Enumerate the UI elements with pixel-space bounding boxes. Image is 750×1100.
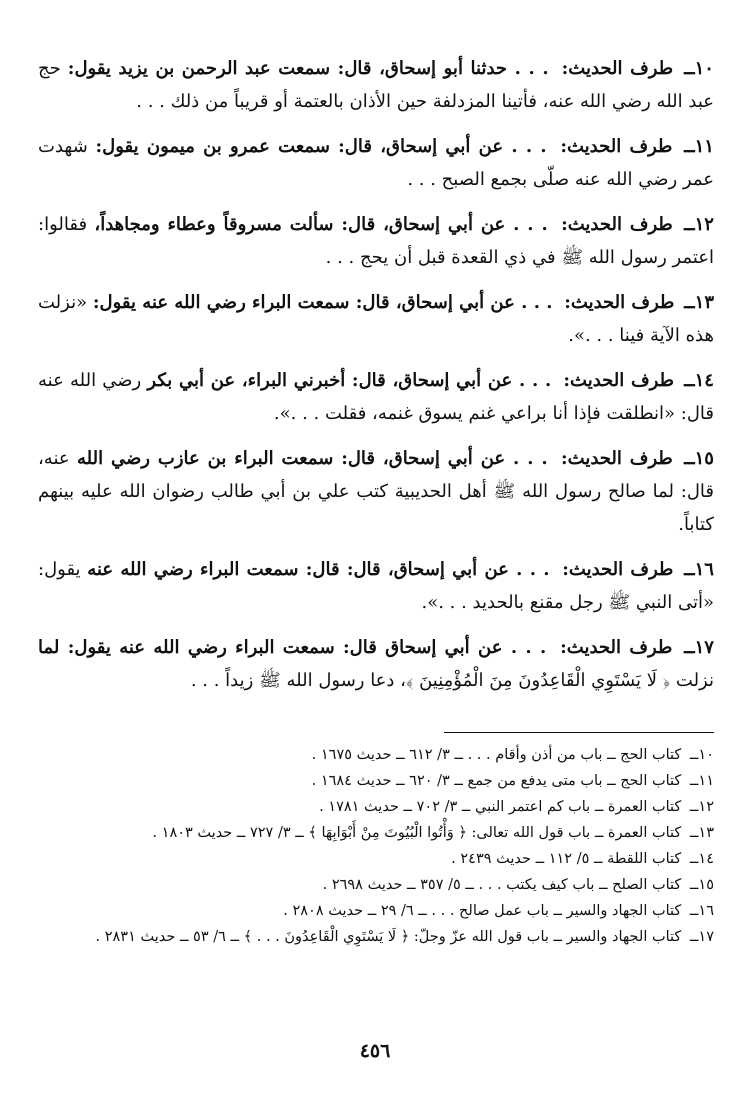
hadith-entry-17 — [38, 631, 714, 697]
entry-text: «نزلت هذه الآية فينا . . .». — [38, 292, 714, 346]
footnote-15 — [40, 872, 714, 898]
entry-text: حج عبد الله رضي الله عنه، فأتينا المزدلفة حين الأذان بالعتمة أو قريباً من ذلك . . . — [38, 58, 714, 112]
footnote-number: ١٣ــ — [689, 825, 714, 841]
footnote-11 — [40, 768, 714, 794]
entry-label: طرف الحديث: — [564, 292, 675, 313]
entry-number: ١٦ــ — [684, 559, 714, 580]
footnote-number: ١٠ــ — [689, 747, 714, 763]
footnote-12 — [40, 794, 714, 820]
entry-text: فقالوا: اعتمر رسول الله ﷺ في ذي القعدة قبل أن يحج . . . — [38, 214, 714, 268]
entry-isnad: . . . عن أبي إسحاق قال: سمعت البراء رضي الله عنه يقول: لما — [38, 637, 547, 658]
footnotes — [40, 742, 714, 950]
entry-isnad: . . . عن أبي إسحاق، قال: سمعت البراء رضي الله عنه يقول: — [92, 292, 553, 313]
footnote-number: ١٥ــ — [689, 877, 714, 893]
footnote-number: ١٢ــ — [689, 799, 714, 815]
hadith-entries — [38, 52, 714, 709]
entry-text: عنه، قال: لما صالح رسول الله ﷺ أهل الحديبية كتب علي بن أبي طالب رضوان الله عليه بينهم كتاباً. — [38, 448, 714, 535]
entry-label: طرف الحديث: — [561, 58, 674, 79]
hadith-entry-11 — [38, 130, 714, 196]
footnote-text: كتاب اللقطة ــ ٥/ ١١٢ ــ حديث ٢٤٣٩ . — [451, 851, 682, 867]
footnote-text: كتاب العمرة ــ باب قول الله تعالى: ﴿ وَأْتُوا الْبُيُوتَ مِنْ أَبْوَابِهَا ﴾ ــ ٣/ ٧٢٧ ــ حديث ١٨٠٣ . — [152, 825, 682, 841]
entry-number: ١٢ــ — [684, 214, 714, 235]
entry-label: طرف الحديث: — [560, 637, 673, 658]
entry-number: ١٣ــ — [684, 292, 714, 313]
entry-label: طرف الحديث: — [563, 370, 674, 391]
footnote-number: ١٤ــ — [689, 851, 714, 867]
entry-isnad: . . . عن أبي إسحاق، قال: أخبرني البراء، عن أبي بكر — [147, 370, 552, 391]
entry-text: نزلت ﴿ لَا يَسْتَوِي الْقَاعِدُونَ مِنَ الْمُؤْمِنِينَ ﴾، دعا رسول الله ﷺ زيداً . . . — [190, 670, 714, 691]
entry-isnad: . . . حدثنا أبو إسحاق، قال: سمعت عبد الرحمن بن يزيد يقول: — [67, 58, 549, 79]
footnote-text: كتاب الحج ــ باب من أذن وأقام . . . ــ ٣/ ٦١٢ ــ حديث ١٦٧٥ . — [311, 747, 682, 763]
entry-number: ١٠ــ — [684, 58, 714, 79]
entry-number: ١٥ــ — [684, 448, 714, 469]
entry-isnad: . . . عن أبي إسحاق، قال: سألت مسروقاً وعطاء ومجاهداً، — [94, 214, 548, 235]
hadith-entry-16 — [38, 553, 714, 619]
entry-isnad: . . . عن أبي إسحاق، قال: سمعت عمرو بن ميمون يقول: — [95, 136, 547, 157]
footnote-10 — [40, 742, 714, 768]
footnote-number: ١١ــ — [689, 773, 714, 789]
hadith-entry-12 — [38, 208, 714, 274]
footnote-number: ١٧ــ — [689, 929, 714, 945]
entry-text: شهدت عمر رضي الله عنه صلّى بجمع الصبح . . . — [38, 136, 714, 190]
footnote-17 — [40, 924, 714, 950]
footnote-text: كتاب الجهاد والسير ــ باب عمل صالح . . . ــ ٦/ ٢٩ ــ حديث ٢٨٠٨ . — [283, 903, 682, 919]
entry-label: طرف الحديث: — [561, 448, 673, 469]
entry-number: ١١ــ — [684, 136, 714, 157]
hadith-entry-14 — [38, 364, 714, 430]
footnote-number: ١٦ــ — [689, 903, 714, 919]
hadith-entry-15 — [38, 442, 714, 541]
entry-text: يقول: «أتى النبي ﷺ رجل مقنع بالحديد . . .». — [38, 559, 714, 613]
footnote-16 — [40, 898, 714, 924]
footnote-14 — [40, 846, 714, 872]
entry-label: طرف الحديث: — [561, 214, 673, 235]
footnote-separator — [444, 732, 714, 733]
entry-number: ١٧ــ — [684, 637, 714, 658]
entry-isnad: . . . عن أبي إسحاق، قال: سمعت البراء بن عازب رضي الله — [77, 448, 548, 469]
footnote-text: كتاب الجهاد والسير ــ باب قول الله عزّ وجلّ: ﴿ لَا يَسْتَوِي الْقَاعِدُونَ . . . ﴾ ــ ٦/ ٥٣ ــ حديث ٢٨٣١ . — [95, 929, 682, 945]
footnote-13 — [40, 820, 714, 846]
entry-text: رضي الله عنه قال: «انطلقت فإذا أنا براعي غنم يسوق غنمه، فقلت . . .». — [38, 370, 714, 424]
footnote-text: كتاب العمرة ــ باب كم اعتمر النبي ــ ٣/ ٧٠٢ ــ حديث ١٧٨١ . — [319, 799, 682, 815]
entry-number: ١٤ــ — [684, 370, 714, 391]
footnote-text: كتاب الصلح ــ باب كيف يكتب . . . ــ ٥/ ٣٥٧ ــ حديث ٢٦٩٨ . — [322, 877, 682, 893]
page-number: ٤٥٦ — [359, 1040, 391, 1062]
hadith-entry-13 — [38, 286, 714, 352]
footnote-text: كتاب الحج ــ باب متى يدفع من جمع ــ ٣/ ٦٢٠ ــ حديث ١٦٨٤ . — [311, 773, 682, 789]
entry-label: طرف الحديث: — [562, 559, 674, 580]
hadith-entry-10 — [38, 52, 714, 118]
entry-isnad: . . . عن أبي إسحاق، قال: قال: سمعت البراء رضي الله عنه — [87, 559, 550, 580]
entry-label: طرف الحديث: — [560, 136, 673, 157]
